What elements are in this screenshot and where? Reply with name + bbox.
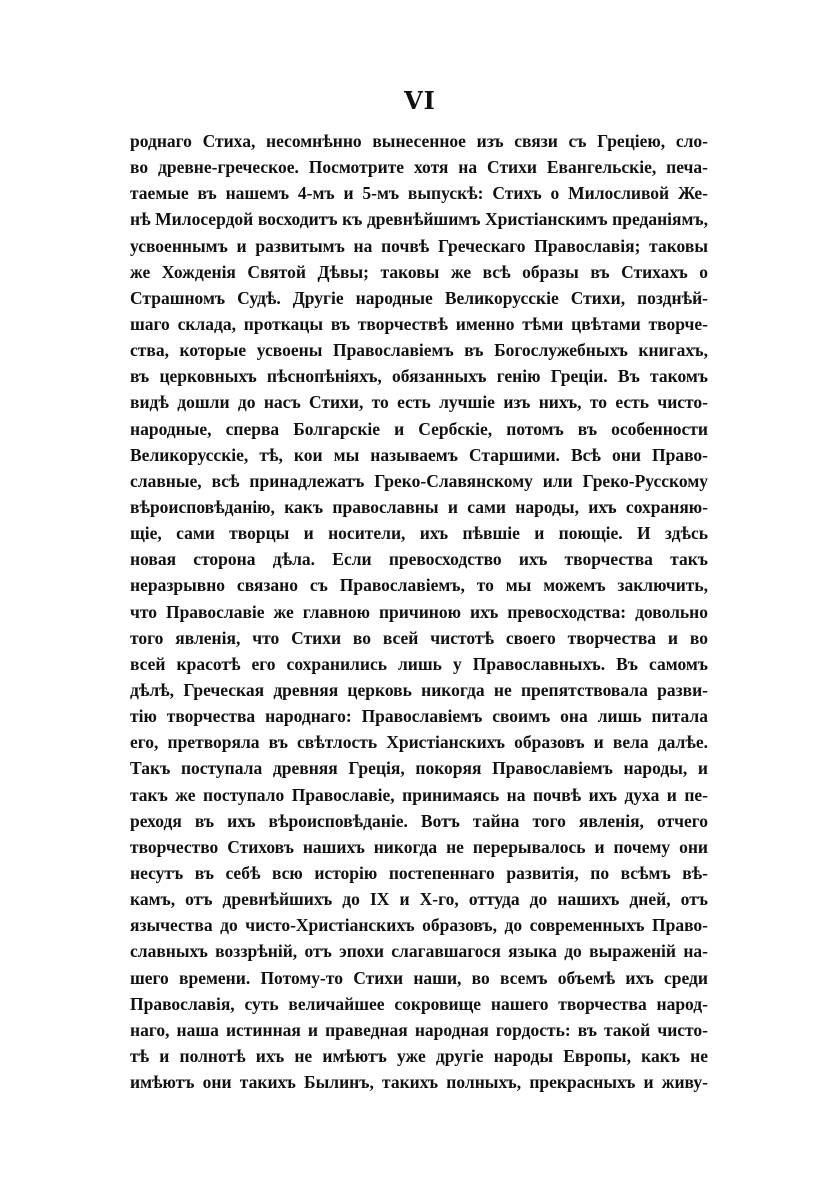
text-line: видѣ дошли до насъ Стихи, то есть лучшіе изъ нихъ, то есть чисто-: [130, 392, 708, 413]
text-line: Такъ поступала древняя Греція, покоряя Православіемъ народы, и: [130, 758, 708, 779]
text-line: усвоеннымъ и развитымъ на почвѣ Греческаго Православія; таковы: [130, 235, 708, 256]
text-line: того явленія, что Стихи во всей чистотѣ своего творчества и во: [130, 627, 708, 648]
text-line: всей красотѣ его сохранились лишь у Православныхъ. Въ самомъ: [130, 653, 708, 674]
text-line: вѣроисповѣданію, какъ православны и сами народы, ихъ сохраняю-: [130, 496, 708, 517]
text-line: ства, которые усвоены Православіемъ въ Богослужебныхъ книгахъ,: [130, 340, 708, 361]
text-line: наго, наша истинная и праведная народная гордость: въ такой чисто-: [130, 1019, 708, 1040]
text-line: во древне-греческое. Посмотрите хотя на Стихи Евангельскіе, печа-: [130, 157, 708, 178]
text-line: камъ, отъ древнѣйшихъ до IX и X-го, оттуда до нашихъ дней, отъ: [130, 889, 708, 910]
text-line: щіе, сами творцы и носители, ихъ пѣвшіе и поющіе. И здѣсь: [130, 523, 708, 544]
body-text: [130, 128, 708, 1095]
text-line: дѣлѣ, Греческая древняя церковь никогда не препятствовала разви-: [130, 679, 708, 700]
text-line: шаго склада, проткацы въ творчествѣ именно тѣми цвѣтами творче-: [130, 313, 708, 334]
text-line: имѣютъ они такихъ Былинъ, такихъ полныхъ, прекрасныхъ и живу-: [130, 1072, 708, 1093]
text-line: тѣ и полнотѣ ихъ не имѣютъ уже другіе народы Европы, какъ не: [130, 1045, 708, 1066]
text-line: что Православіе же главною причиною ихъ превосходства: довольно: [130, 601, 708, 622]
text-line: его, претворяла въ свѣтлость Христіанскихъ образовъ и вела далѣе.: [130, 732, 708, 753]
text-line: тію творчества народнаго: Православіемъ своимъ она лишь питала: [130, 706, 708, 727]
text-line: реходя въ ихъ вѣроисповѣданіе. Вотъ тайна того явленія, отчего: [130, 810, 708, 831]
text-line: творчество Стиховъ нашихъ никогда не перерывалось и почему они: [130, 836, 708, 857]
text-line: таемые въ нашемъ 4-мъ и 5-мъ выпускѣ: Стихъ о Милосливой Же-: [130, 183, 708, 204]
text-line: роднаго Стиха, несомнѣнно вынесенное изъ связи съ Греціею, сло-: [130, 131, 708, 151]
page-number: VI: [404, 86, 436, 115]
text-line: такъ же поступало Православіе, принимаясь на почвѣ ихъ духа и пе-: [130, 784, 708, 805]
text-line: славные, всѣ принадлежатъ Греко-Славянскому или Греко-Русскому: [130, 470, 708, 491]
text-line: несутъ въ себѣ всю исторію постепеннаго развитія, по всѣмъ вѣ-: [130, 862, 708, 883]
text-line: Православія, суть величайшее сокровище нашего творчества народ-: [130, 993, 708, 1014]
text-line: нѣ Милосердой восходитъ къ древнѣйшимъ Христіанскимъ преданіямъ,: [130, 209, 708, 230]
text-line: славныхъ воззрѣній, отъ эпохи слагавшагося языка до выраженій на-: [130, 941, 708, 962]
text-line: неразрывно связано съ Православіемъ, то мы можемъ заключить,: [130, 575, 708, 596]
text-line: язычества до чисто-Христіанскихъ образовъ, до современныхъ Право-: [130, 915, 708, 936]
text-line: Страшномъ Судѣ. Другіе народные Великорусскіе Стихи, позднѣй-: [130, 287, 708, 308]
text-line: же Хожденія Святой Дѣвы; таковы же всѣ образы въ Стихахъ о: [130, 261, 708, 282]
text-line: народные, сперва Болгарскіе и Сербскіе, потомъ въ особенности: [130, 418, 708, 439]
text-line: въ церковныхъ пѣснопѣніяхъ, обязанныхъ генію Греціи. Въ такомъ: [130, 366, 708, 387]
text-line: новая сторона дѣла. Если превосходство ихъ творчества такъ: [130, 549, 708, 570]
text-line: шего времени. Потому-то Стихи наши, во всемъ объемѣ ихъ среди: [130, 967, 708, 988]
text-line: Великорусскіе, тѣ, кои мы называемъ Старшими. Всѣ они Право-: [130, 444, 708, 465]
